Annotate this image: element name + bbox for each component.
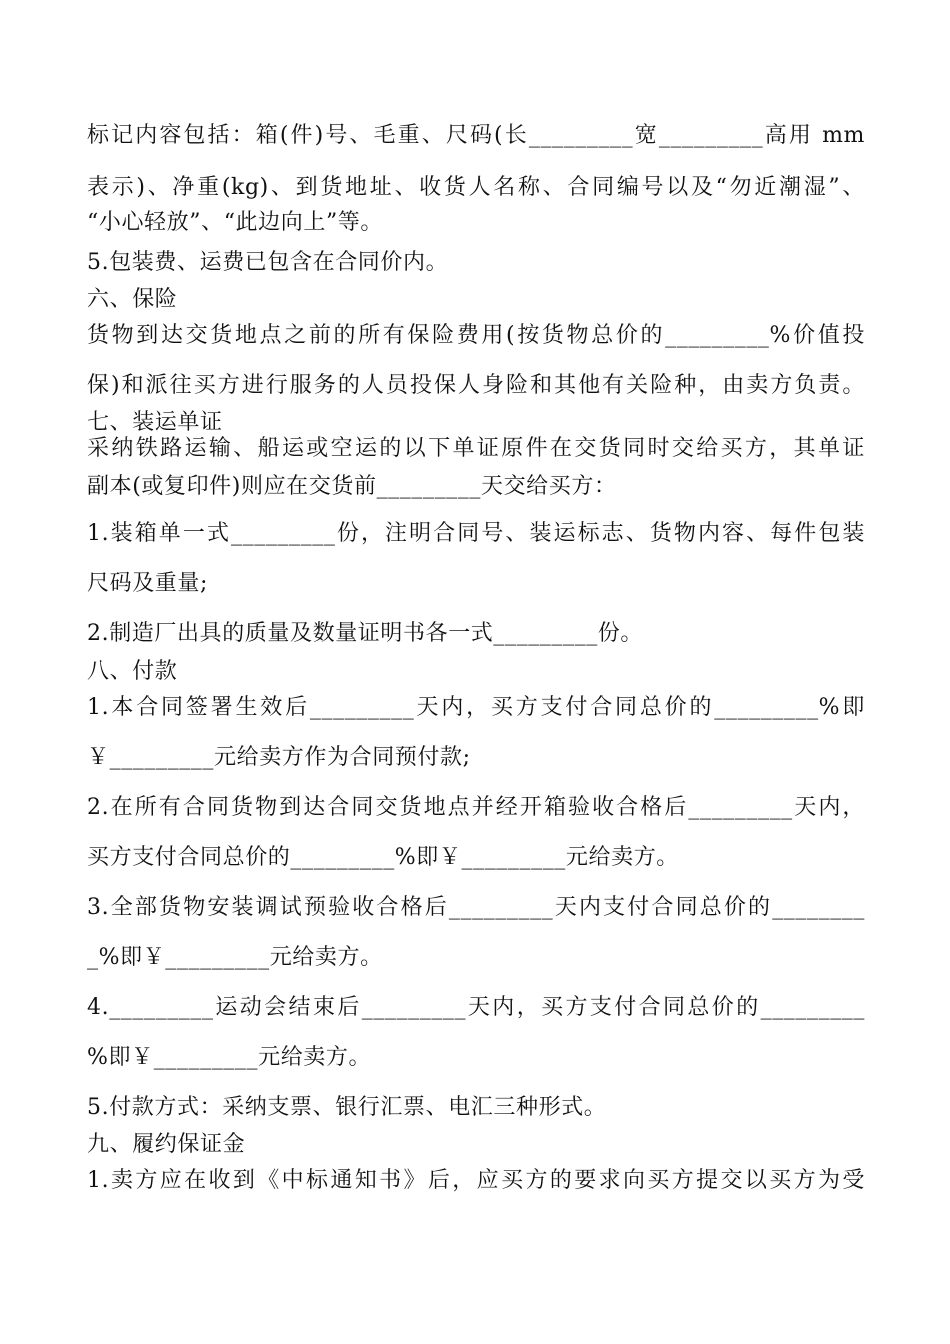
text-line: 2.在所有合同货物到达合同交货地点并经开箱验收合格后_________天内， xyxy=(87,795,865,820)
text-line: 4._________运动会结束后_________天内，买方支付合同总价的_________ xyxy=(87,995,865,1020)
text-line: 5.付款方式：采纳支票、银行汇票、电汇三种形式。 xyxy=(87,1095,607,1120)
section-heading: 八、付款 xyxy=(87,659,178,684)
text-line: 副本(或复印件)则应在交货前_________天交给买方： xyxy=(87,474,617,499)
text-line: 2.制造厂出具的质量及数量证明书各一式_________份。 xyxy=(87,621,643,646)
text-line: “小心轻放”、“此边向上”等。 xyxy=(87,210,383,235)
text-line: _%即￥_________元给卖方。 xyxy=(87,945,383,970)
text-line: 5.包装费、运费已包含在合同价内。 xyxy=(87,250,449,275)
text-line: 标记内容包括：箱(件)号、毛重、尺码(长_________宽_________高用 mm xyxy=(87,123,865,148)
text-line: 1.卖方应在收到《中标通知书》后，应买方的要求向买方提交以买方为受 xyxy=(87,1168,865,1193)
section-heading: 六、保险 xyxy=(87,287,178,312)
text-line: 1.装箱单一式_________份，注明合同号、装运标志、货物内容、每件包装 xyxy=(87,521,865,546)
text-line: 保)和派往买方进行服务的人员投保人身险和其他有关险种，由卖方负责。 xyxy=(87,373,865,398)
section-heading: 七、装运单证 xyxy=(87,410,223,435)
text-line: 3.全部货物安装调试预验收合格后_________天内支付合同总价的________ xyxy=(87,895,865,920)
text-line: 表示)、净重(kg)、到货地址、收货人名称、合同编号以及“勿近潮湿”、 xyxy=(87,175,865,200)
text-line: 货物到达交货地点之前的所有保险费用(按货物总价的_________%价值投 xyxy=(87,323,865,348)
text-line: ￥_________元给卖方作为合同预付款; xyxy=(87,745,471,770)
text-line: 1.本合同签署生效后_________天内，买方支付合同总价的_________%即 xyxy=(87,695,865,720)
text-line: %即￥_________元给卖方。 xyxy=(87,1045,372,1070)
section-heading: 九、履约保证金 xyxy=(87,1132,246,1157)
text-line: 采纳铁路运输、船运或空运的以下单证原件在交货同时交给买方，其单证 xyxy=(87,436,865,461)
text-line: 尺码及重量; xyxy=(87,571,209,596)
text-line: 买方支付合同总价的_________%即￥_________元给卖方。 xyxy=(87,845,679,870)
